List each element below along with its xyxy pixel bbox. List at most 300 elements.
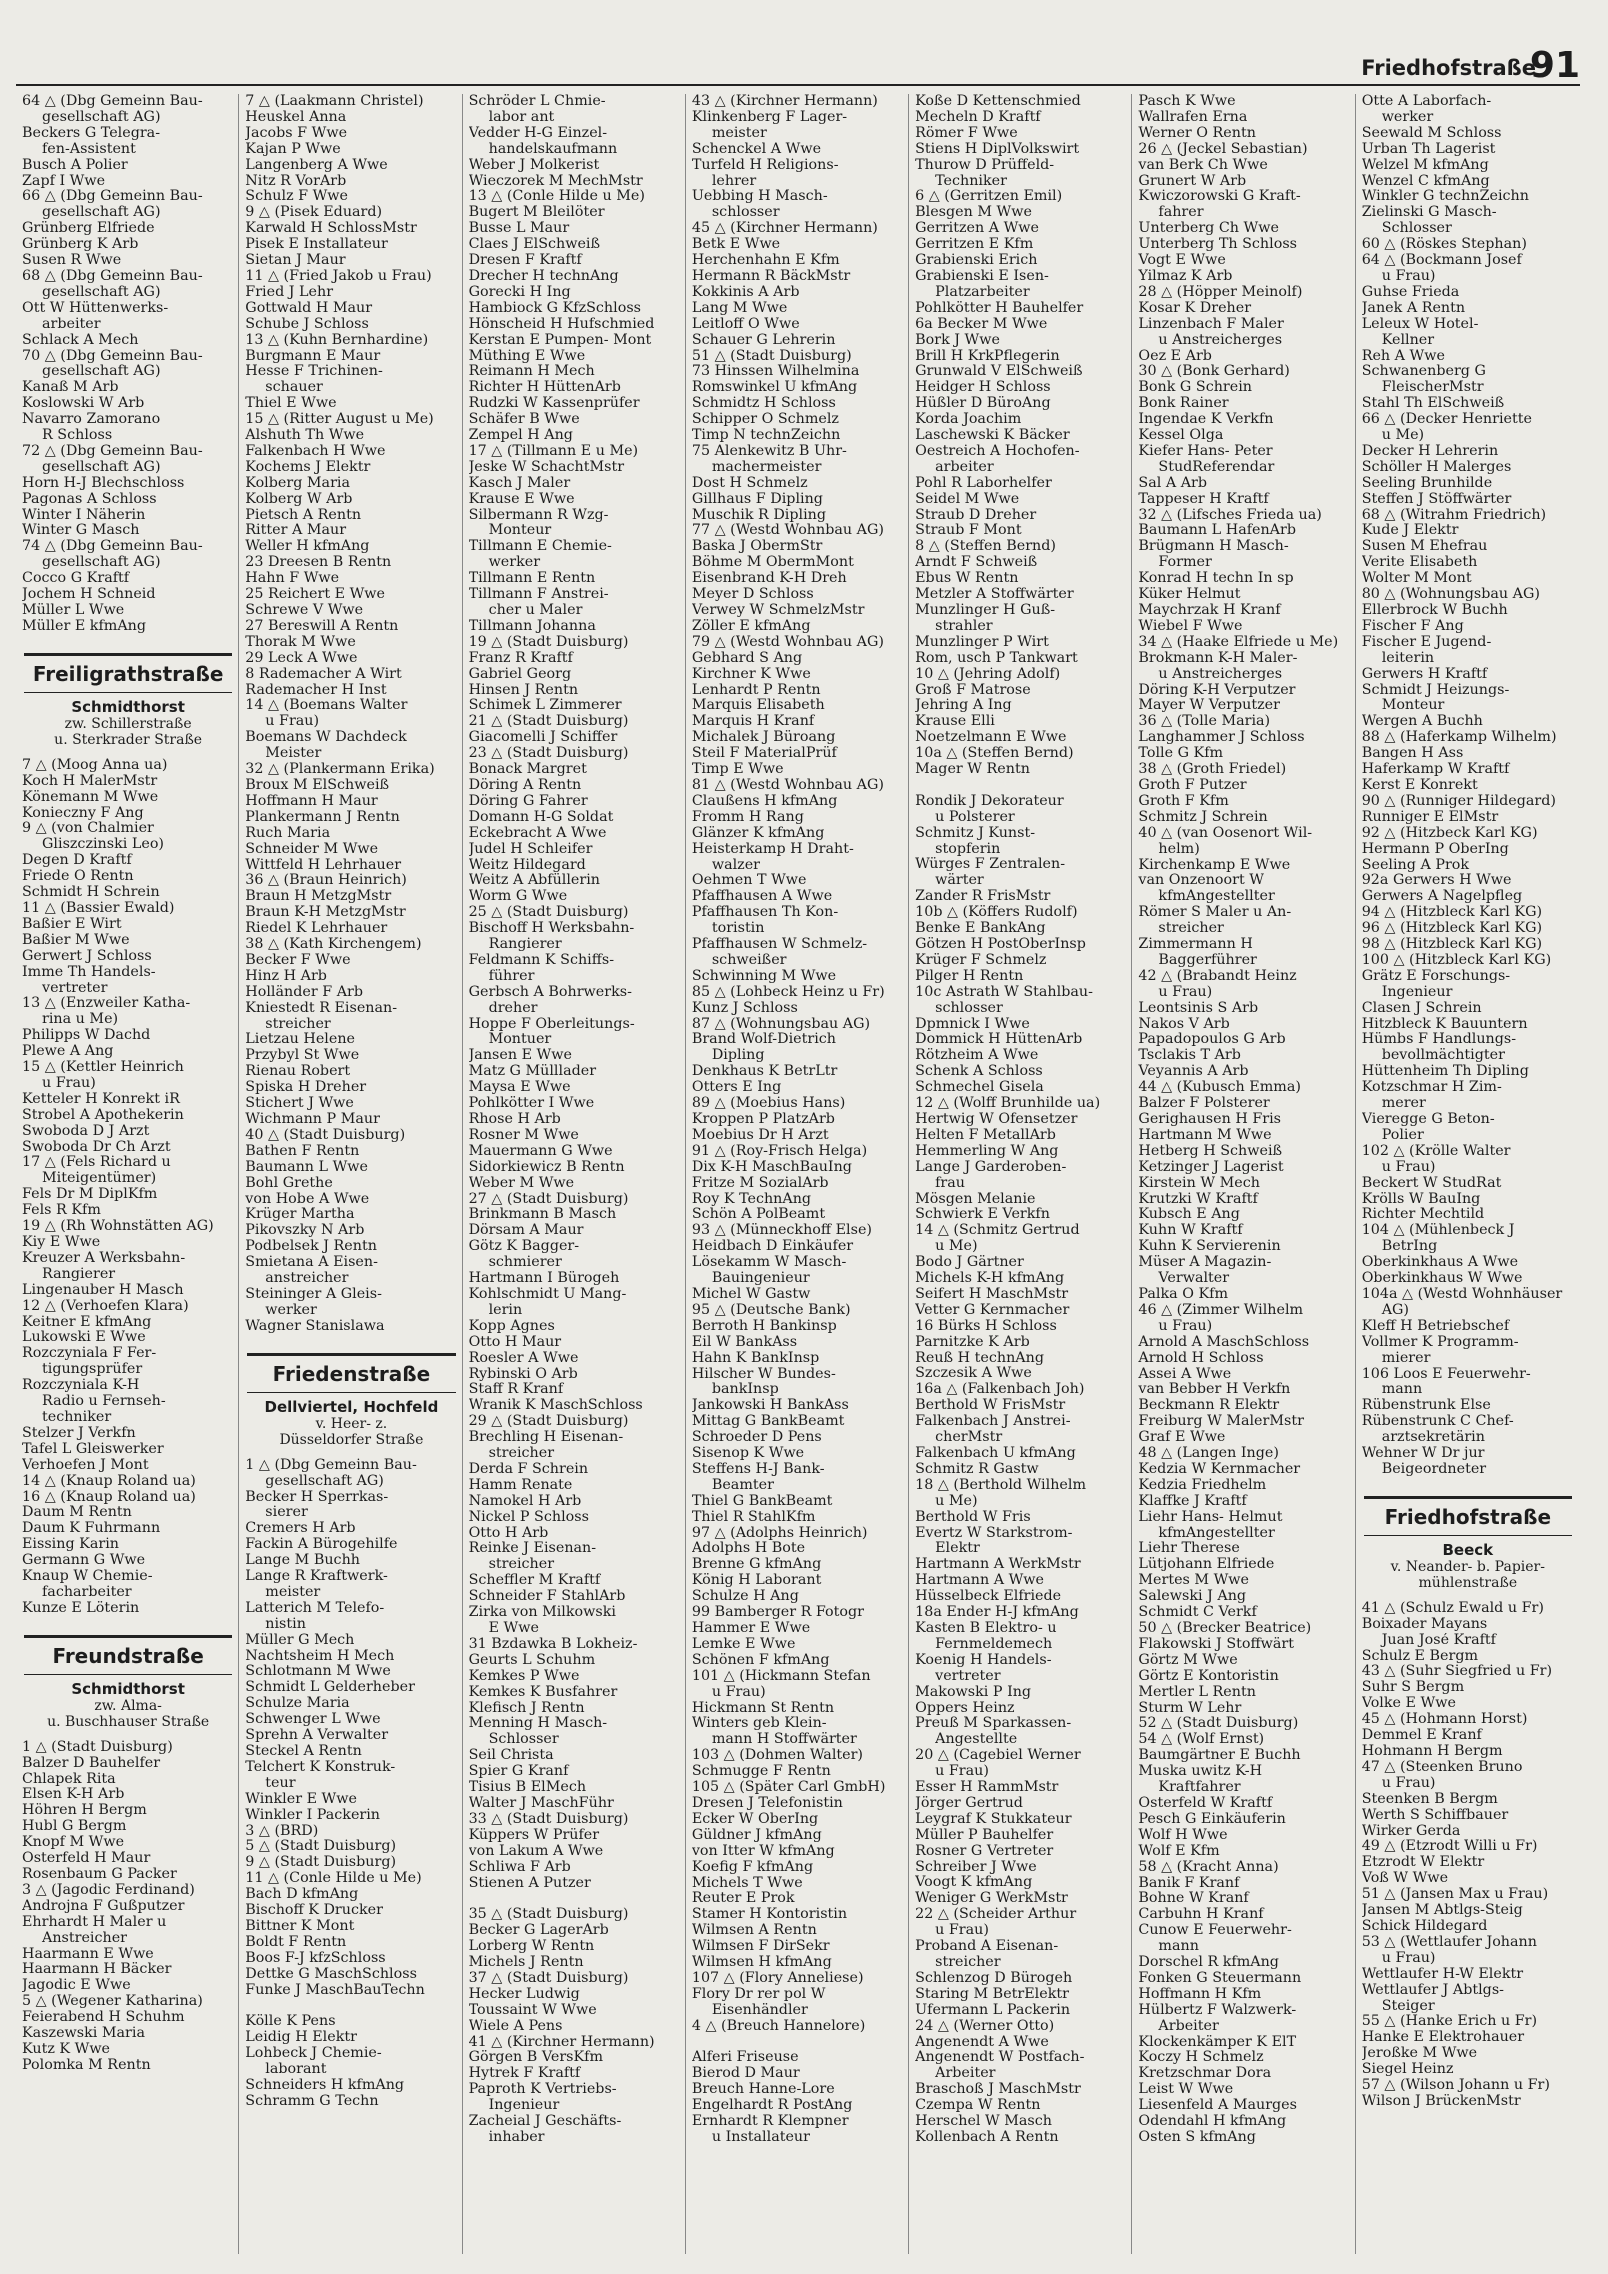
entry-continuation: sierer [265, 1505, 308, 1521]
directory-entry: Bittner K Mont [245, 1918, 355, 1934]
directory-entry: Laschewski K Bäcker [915, 428, 1070, 444]
directory-entry: 54 △ (Wolf Ernst) [1138, 1732, 1265, 1748]
directory-entry: Weber J Molkerist [468, 157, 600, 173]
district-name: Schmidthorst [71, 697, 185, 716]
directory-entry: Szczesik A Wwe [915, 1366, 1032, 1382]
directory-entry: Kemkes K Busfahrer [468, 1684, 618, 1700]
directory-entry: Salewski J Ang [1138, 1589, 1247, 1605]
directory-entry: Boemans W Dachdeck [245, 730, 407, 746]
street-range: u. Buschhauser Straße [47, 1713, 210, 1730]
directory-entry: Holländer F Arb [245, 984, 364, 1000]
entry-continuation: Verwalter [1158, 1271, 1230, 1287]
directory-entry: Urban Th Lagerist [1361, 141, 1496, 157]
directory-entry: Michels J Rentn [468, 1955, 584, 1971]
directory-entry: 14 △ (Schmitz Gertrud [915, 1223, 1080, 1239]
directory-entry: Grunwald V ElSchweiß [915, 364, 1083, 380]
directory-entry: Glänzer K kfmAng [691, 825, 825, 841]
directory-entry: Paproth K Vertriebs- [468, 2082, 617, 2098]
directory-entry: Fischer F Ang [1361, 618, 1464, 634]
directory-entry: Pfaffhausen A Wwe [691, 889, 833, 905]
entry-continuation: bankInsp [711, 1382, 779, 1398]
directory-entry: Navarro Zamorano [22, 412, 161, 428]
directory-entry: Jörger Gertrud [915, 1795, 1023, 1811]
directory-entry: 97 △ (Adolphs Heinrich) [691, 1525, 868, 1541]
entry-continuation: fahrer [1158, 205, 1204, 221]
entry-continuation: R Schloss [42, 428, 113, 444]
directory-entry: Evertz W Starkstrom- [915, 1525, 1073, 1541]
directory-entry: Schramm G Techn [245, 2093, 379, 2109]
directory-entry: Gerritzen E Kfm [915, 237, 1034, 253]
directory-entry: Straub F Mont [915, 523, 1022, 539]
entry-continuation: cher u Maler [488, 603, 583, 618]
directory-entry: Siegel Heinz [1361, 2062, 1454, 2078]
directory-entry: 64 △ (Bockmann Josef [1361, 253, 1522, 269]
entry-continuation: u Me) [1381, 428, 1425, 444]
directory-entry: Gillhaus F Dipling [691, 491, 823, 507]
directory-entry: Rötzheim A Wwe [915, 1048, 1039, 1064]
directory-entry: Daum M Rentn [22, 1505, 132, 1521]
directory-entry: 18a Ender H-J kfmAng [915, 1605, 1079, 1621]
directory-entry: Müller L Wwe [22, 603, 125, 618]
entry-continuation: AG) [1381, 1302, 1410, 1318]
directory-entry: Weitz Hildegard [468, 857, 586, 873]
directory-entry: von Hobe A Wwe [245, 1191, 370, 1207]
directory-entry: Wallrafen Erna [1138, 109, 1248, 125]
directory-entry: Seifert H MaschMstr [915, 1286, 1069, 1302]
directory-entry: Straub D Dreher [915, 507, 1037, 523]
directory-entry: 16 Bürks H Schloss [915, 1318, 1057, 1334]
directory-entry: Winter I Näherin [22, 507, 146, 523]
directory-column [686, 94, 909, 2254]
directory-entry: Otters E Ing [691, 1080, 782, 1096]
directory-entry: Vedder H-G Einzel- [468, 125, 608, 141]
directory-entry: Sidorkiewicz B Rentn [468, 1159, 625, 1175]
directory-entry: 7 △ (Moog Anna ua) [22, 757, 168, 773]
directory-entry: Görgen B VersKfm [468, 2050, 604, 2066]
directory-entry: Brand Wolf-Dietrich [691, 1032, 836, 1048]
directory-entry: 81 △ (Westd Wohnbau AG) [691, 777, 884, 793]
heading-rule [24, 692, 232, 693]
directory-entry: Eissing Karin [22, 1537, 119, 1553]
directory-entry: Stahl Th ElSchweiß [1361, 396, 1505, 412]
entry-continuation: arbeiter [935, 459, 994, 475]
directory-entry: Engelhardt R PostAng [691, 2098, 853, 2114]
directory-entry: Alferi Friseuse [691, 2050, 799, 2066]
entry-continuation: mierer [1381, 1350, 1431, 1366]
directory-entry: Tafel L Gleiswerker [22, 1441, 164, 1457]
directory-entry: Stamer H Kontoristin [691, 1907, 848, 1923]
directory-entry: Palka O Kfm [1138, 1286, 1229, 1302]
directory-entry: Zimmermann H [1138, 937, 1253, 953]
entry-continuation: StudReferendar [1158, 459, 1275, 475]
directory-entry [692, 2035, 904, 2051]
directory-entry: Ecker W OberIng [691, 1811, 819, 1827]
directory-entry: 30 △ (Bonk Gerhard) [1138, 364, 1290, 380]
entry-continuation: Beamter [711, 1477, 774, 1493]
directory-entry: Swoboda D J Arzt [22, 1123, 150, 1139]
directory-entry: 103 △ (Dohmen Walter) [691, 1748, 864, 1764]
directory-entry: Kochems J Elektr [245, 459, 371, 475]
directory-entry: Broux M ElSchweiß [245, 777, 390, 793]
directory-entry: Mösgen Melanie [915, 1191, 1036, 1207]
directory-entry: 96 △ (Hitzbleck Karl KG) [1361, 921, 1543, 937]
entry-continuation: vertreter [935, 1668, 1001, 1684]
directory-entry: Funke J MaschBauTechn [245, 1982, 425, 1998]
directory-entry: Osten S kfmAng [1138, 2130, 1256, 2145]
directory-entry: Zielinski G Masch- [1361, 205, 1497, 221]
directory-entry: Busse L Maur [468, 221, 570, 237]
directory-entry: Janek A Rentn [1361, 300, 1466, 316]
directory-entry: Hickmann St Rentn [691, 1700, 835, 1716]
directory-entry: 43 △ (Suhr Siegfried u Fr) [1361, 1664, 1553, 1680]
directory-entry: Hermann R BäckMstr [691, 268, 851, 284]
directory-entry: Koße D Kettenschmied [915, 94, 1081, 109]
directory-entry: Bierod D Maur [691, 2066, 800, 2082]
directory-entry: Heidger H Schloss [915, 380, 1051, 396]
entry-continuation: meister [265, 1584, 321, 1600]
directory-entry: Wieczorek M MechMstr [468, 173, 643, 189]
directory-entry: Schöller H Malerges [1361, 459, 1512, 475]
entry-continuation: mann H Stoffwärter [711, 1732, 857, 1748]
directory-entry: Groth F Putzer [1138, 777, 1247, 793]
directory-entry: Fritze M SozialArb [691, 1175, 829, 1191]
directory-entry: 14 △ (Knaup Roland ua) [22, 1473, 196, 1489]
directory-entry: Odendahl H kfmAng [1138, 2114, 1287, 2130]
directory-entry: Kude J Elektr [1361, 523, 1459, 539]
entry-continuation: Schlosser [1381, 221, 1452, 237]
directory-entry: Gabriel Georg [468, 666, 572, 682]
directory-entry: 98 △ (Hitzbleck Karl KG) [1361, 937, 1543, 953]
directory-entry: 101 △ (Hickmann Stefan [691, 1668, 871, 1684]
entry-continuation: inhaber [488, 2129, 545, 2145]
directory-entry: 31 Bzdawka B Lokheiz- [468, 1636, 638, 1652]
entry-continuation: u Me) [935, 1239, 978, 1255]
directory-entry: Lukowski E Wwe [22, 1330, 146, 1346]
directory-entry: Berroth H Bankinsp [691, 1318, 837, 1334]
directory-entry: Kuhn W Kraftf [1138, 1223, 1243, 1239]
entry-continuation: machermeister [711, 459, 822, 475]
entry-continuation: schauer [265, 380, 323, 396]
heading-rule [24, 1674, 232, 1675]
directory-entry: Falkenbach U kfmAng [915, 1446, 1076, 1462]
directory-entry: Dörsam A Maur [468, 1223, 584, 1239]
directory-entry: Reuß H technAng [915, 1350, 1044, 1366]
directory-entry: Carbuhn H Kranf [1138, 1907, 1264, 1923]
directory-entry: Krüger F Schmelz [915, 952, 1047, 968]
entry-continuation: Anstreicher [42, 1930, 127, 1946]
directory-entry: 46 △ (Zimmer Wilhelm [1138, 1302, 1304, 1318]
directory-entry: Gottwald H Maur [245, 300, 373, 316]
street-name: Friedenstraße [272, 1361, 431, 1386]
directory-entry: Werth S Schiffbauer [1361, 1807, 1509, 1823]
directory-entry: 37 △ (Stadt Duisburg) [468, 1970, 629, 1986]
directory-entry: Zirka von Milkowski [468, 1605, 616, 1621]
directory-entry: Krüger Martha [245, 1207, 355, 1223]
directory-entry: Dpmnick I Wwe [915, 1016, 1030, 1032]
directory-entry: Wiebel F Wwe [1138, 618, 1243, 634]
directory-entry: Schön A PolBeamt [691, 1207, 826, 1223]
entry-continuation: gesellschaft AG) [42, 284, 161, 300]
directory-entry: Horn H-J Blechschloss [22, 475, 185, 491]
entry-continuation: arbeiter [42, 316, 101, 332]
directory-entry: Winters geb Klein- [691, 1716, 827, 1732]
directory-entry: Hamm Renate [468, 1477, 573, 1493]
directory-entry: Bischoff H Werksbahn- [468, 921, 635, 937]
directory-entry: Schwierk E Verkfn [915, 1207, 1050, 1223]
directory-entry: Swoboda Dr Ch Arzt [22, 1139, 171, 1155]
directory-entry: Fels R Kfm [22, 1203, 101, 1219]
directory-entry: Schmidt L Gelderheber [245, 1680, 415, 1696]
directory-entry: Jacobs F Wwe [245, 125, 348, 141]
entry-continuation: u Me) [935, 1493, 978, 1509]
entry-continuation: Polier [1381, 1127, 1424, 1143]
entry-continuation: Steiger [1381, 1998, 1435, 2014]
directory-entry: Schenk A Schloss [915, 1064, 1043, 1080]
directory-entry: Grabienski E Isen- [915, 268, 1049, 284]
directory-entry: Tillmann E Chemie- [468, 539, 612, 555]
entry-continuation: laborant [265, 2062, 327, 2078]
entry-continuation: leiterin [1381, 650, 1435, 666]
directory-entry: Unterberg Th Schloss [1138, 237, 1297, 253]
directory-entry: Pohlkötter H Bauhelfer [915, 300, 1084, 316]
entry-continuation: Dipling [711, 1048, 765, 1064]
directory-entry: Leitloff O Wwe [691, 316, 800, 332]
directory-entry: Derda F Schrein [468, 1461, 589, 1477]
directory-entry: Grünberg Elfriede [22, 221, 155, 237]
directory-column [909, 94, 1132, 2254]
directory-entry: 23 △ (Stadt Duisburg) [468, 746, 629, 762]
directory-entry: Balzer D Bauhelfer [22, 1755, 161, 1771]
directory-entry: Schmidt C Verkf [1138, 1605, 1257, 1621]
directory-entry: Tillmann E Rentn [468, 571, 596, 587]
directory-entry: Rondik J Dekorateur [915, 793, 1064, 809]
directory-entry: Muska uwitz K-H [1138, 1764, 1263, 1780]
directory-entry: Karwald H SchlossMstr [245, 221, 417, 237]
directory-entry: Brechling H Eisenan- [468, 1430, 624, 1446]
directory-entry: Kosar K Dreher [1138, 300, 1252, 316]
entry-continuation: teur [265, 1775, 296, 1791]
directory-entry: Michels K-H kfmAng [915, 1271, 1065, 1287]
directory-entry: Susen R Wwe [22, 253, 122, 269]
directory-entry: Ernhardt R Klempner [691, 2114, 849, 2130]
directory-entry: Becker H Sperrkas- [245, 1489, 389, 1505]
entry-continuation: Platzarbeiter [935, 284, 1030, 300]
directory-entry: Hanke E Elektrohauer [1361, 2030, 1525, 2046]
directory-entry: Oez E Arb [1138, 348, 1212, 364]
entry-continuation: Ingenieur [488, 2098, 560, 2114]
directory-entry: Sietan J Maur [245, 253, 346, 269]
directory-entry: 8 Rademacher A Wirt [245, 666, 402, 682]
directory-entry: Voogt K kfmAng [915, 1875, 1033, 1891]
directory-entry: Küker Helmut [1138, 587, 1241, 603]
directory-entry: Bohne W Kranf [1138, 1891, 1249, 1907]
directory-entry: Wagner Stanislawa [245, 1318, 385, 1334]
directory-entry: Steil F MaterialPrüf [691, 746, 837, 762]
running-title: Friedhofstraße [1361, 56, 1536, 80]
directory-entry: Alshuth Th Wwe [245, 428, 365, 444]
directory-entry: 3 △ (Jagodic Ferdinand) [22, 1882, 195, 1898]
entry-continuation: Miteigentümer) [42, 1171, 157, 1187]
directory-entry: Suhr S Bergm [1361, 1680, 1465, 1696]
directory-entry: 79 △ (Westd Wohnbau AG) [691, 634, 884, 650]
directory-entry: 68 △ (Witrahm Friedrich) [1361, 507, 1547, 523]
directory-entry: Steffen J Stöffwärter [1361, 491, 1512, 507]
directory-entry: 36 △ (Braun Heinrich) [245, 873, 407, 889]
directory-entry: Assei A Wwe [1138, 1366, 1232, 1382]
directory-entry: Seeling Brunhilde [1361, 475, 1493, 491]
directory-entry: Schreiber J Wwe [915, 1859, 1037, 1875]
directory-entry: 66 △ (Decker Henriette [1361, 412, 1532, 428]
directory-entry: Kubsch E Ang [1138, 1207, 1240, 1223]
directory-entry: Bohl Grethe [245, 1175, 333, 1191]
directory-entry: Philipps W Dachd [22, 1028, 151, 1044]
directory-entry: Zander R FrisMstr [915, 889, 1051, 905]
directory-entry: Döring G Fahrer [468, 793, 588, 809]
directory-entry: Brenne G kfmAng [691, 1557, 822, 1573]
entry-continuation: vertreter [42, 980, 108, 996]
directory-entry: Klaffke J Kraftf [1138, 1493, 1247, 1509]
directory-entry: Lemke E Wwe [691, 1636, 796, 1652]
directory-entry: Stiens H DiplVolkswirt [915, 141, 1080, 157]
directory-entry: Kajan P Wwe [245, 141, 341, 157]
directory-entry: 32 △ (Plankermann Erika) [245, 762, 435, 778]
directory-entry: Richter H HüttenArb [468, 380, 621, 396]
entry-continuation: Bauingenieur [711, 1271, 810, 1287]
directory-entry: 48 △ (Langen Inge) [1138, 1446, 1279, 1462]
directory-entry: Lingenauber H Masch [22, 1282, 184, 1298]
directory-entry: Ketzinger J Lagerist [1138, 1159, 1284, 1175]
entry-continuation: Juan José Kraftf [1381, 1632, 1496, 1648]
entry-continuation: u Frau) [711, 1684, 766, 1700]
directory-entry: Becker F Wwe [245, 952, 351, 968]
entry-continuation: handelskaufmann [488, 141, 618, 157]
directory-entry: Görtz E Kontoristin [1138, 1668, 1279, 1684]
directory-entry: Flory Dr rer pol W [691, 1986, 826, 2002]
directory-entry: Heuskel Anna [245, 109, 347, 125]
entry-continuation: Radio u Fernseh- [42, 1394, 166, 1410]
directory-entry: Hilscher W Bundes- [691, 1366, 836, 1382]
directory-entry: Rienau Robert [245, 1064, 351, 1080]
entry-continuation: u Frau) [1381, 1775, 1436, 1791]
directory-entry: 9 △ (Pisek Eduard) [245, 205, 383, 221]
directory-entry: Freiburg W MalerMstr [1138, 1414, 1304, 1430]
directory-entry: Pagonas A Schloss [22, 491, 157, 507]
directory-entry: 90 △ (Runniger Hildegard) [1361, 793, 1556, 809]
directory-entry: Eil W BankAss [691, 1334, 798, 1350]
directory-entry: 104 △ (Mühlenbeck J [1361, 1223, 1515, 1239]
directory-entry: Herschel W Masch [915, 2114, 1052, 2130]
directory-entry: Podbelsek J Rentn [245, 1239, 377, 1255]
directory-entry: Kroppen P PlatzArb [691, 1112, 835, 1127]
directory-entry: Burgmann E Maur [245, 348, 381, 364]
directory-entry: Dettke G MaschSchloss [245, 1966, 417, 1982]
directory-entry: Steckel A Rentn [245, 1744, 362, 1759]
directory-entry: Silbermann R Wzg- [468, 507, 609, 523]
directory-entry: Müser A Magazin- [1138, 1255, 1272, 1271]
directory-entry: Schlenzog D Bürogeh [915, 1970, 1073, 1986]
directory-entry: Kleff H Betriebschef [1361, 1318, 1510, 1334]
directory-entry: Staring M BetrElektr [915, 1986, 1069, 2002]
directory-entry: Dommick H HüttenArb [915, 1032, 1083, 1048]
directory-entry: Hoppe F Oberleitungs- [468, 1016, 635, 1032]
directory-entry: Schmitz R Gastw [915, 1461, 1039, 1477]
directory-entry: Pfaffhausen Th Kon- [691, 905, 839, 921]
directory-entry: Welzel M kfmAng [1361, 157, 1489, 173]
directory-entry: Marquis H Kranf [691, 714, 815, 730]
directory-entry: Linzenbach F Maler [1138, 316, 1284, 332]
directory-entry: Werner O Rentn [1138, 125, 1256, 141]
directory-entry: Reuter E Prok [691, 1891, 795, 1907]
directory-entry: Schimek L Zimmerer [468, 698, 622, 714]
directory-entry: Pisek E Installateur [245, 237, 388, 253]
directory-entry: Hülbertz F Walzwerk- [1138, 2002, 1297, 2018]
directory-entry: Mauermann G Wwe [468, 1143, 613, 1159]
directory-entry: Gerwers H Kraftf [1361, 666, 1488, 682]
directory-entry: Baumann L HafenArb [1138, 523, 1296, 539]
directory-entry: Kutz K Wwe [22, 2041, 111, 2057]
entry-continuation: anstreicher [265, 1271, 349, 1287]
page-number: 91 [1529, 45, 1580, 86]
directory-entry: Weller H kfmAng [245, 539, 370, 555]
street-heading [24, 1635, 232, 1730]
directory-entry: Degen D Kraftf [22, 853, 132, 869]
directory-entry: Müller P Bauhelfer [915, 1827, 1054, 1843]
directory-entry: Wilmsen A Rentn [691, 1923, 817, 1939]
directory-entry: Fackin A Bürogehilfe [245, 1537, 398, 1553]
entry-continuation: stopferin [935, 841, 1001, 857]
directory-entry: Boldt F Rentn [245, 1934, 347, 1950]
entry-continuation: Former [1158, 555, 1212, 571]
directory-entry: Unterberg Ch Wwe [1138, 221, 1279, 237]
directory-entry: Wichmann P Maur [245, 1112, 380, 1127]
directory-entry: Otto H Arb [468, 1525, 549, 1541]
directory-entry: Ott W Hüttenwerks- [22, 300, 169, 316]
directory-entry: Koch H MalerMstr [22, 773, 158, 789]
directory-entry: 16a △ (Falkenbach Joh) [915, 1382, 1085, 1398]
directory-entry: Hetberg H Schweiß [1138, 1143, 1283, 1159]
directory-entry: Wergen A Buchh [1361, 714, 1483, 730]
entry-continuation: u Frau) [1381, 1950, 1436, 1966]
directory-entry: Decker H Lehrerin [1361, 443, 1499, 459]
directory-entry: Hümbs F Handlungs- [1361, 1032, 1517, 1048]
directory-entry: Hubl G Bergm [22, 1819, 127, 1835]
directory-entry: Kerst E Konrekt [1361, 777, 1478, 793]
directory-entry: Tillmann Johanna [468, 618, 596, 634]
directory-entry: Döring K-H Verputzer [1138, 682, 1296, 698]
directory-entry: Bischoff K Drucker [245, 1903, 383, 1919]
directory-entry: Pfaffhausen W Schmelz- [691, 937, 868, 953]
directory-entry: Kedzia Friedhelm [1138, 1477, 1267, 1493]
street-name: Friedhofstraße [1384, 1504, 1552, 1529]
directory-columns [16, 94, 1578, 2254]
directory-entry: Reh A Wwe [1361, 348, 1445, 364]
directory-entry: Dorschel R kfmAng [1138, 1955, 1279, 1971]
directory-entry: 1 △ (Stadt Duisburg) [22, 1739, 173, 1755]
entry-continuation: mann [1381, 1382, 1423, 1398]
directory-entry: Pesch G Einkäuferin [1138, 1811, 1286, 1827]
directory-entry: Bangen H Ass [1361, 746, 1464, 762]
directory-entry: 16 △ (Knaup Roland ua) [22, 1489, 196, 1505]
entry-continuation: Monteur [488, 523, 552, 539]
directory-entry: Otto H Maur [468, 1334, 562, 1350]
directory-entry: Bonack Margret [468, 762, 587, 778]
directory-entry: Breuch Hanne-Lore [691, 2082, 835, 2098]
directory-entry: Kuhn K Servierenin [1138, 1239, 1281, 1255]
directory-entry: 91 △ (Roy-Frisch Helga) [691, 1143, 868, 1159]
directory-entry: 64 △ (Dbg Gemeinn Bau- [22, 94, 203, 109]
directory-entry: Schmidt H Schrein [22, 885, 160, 901]
directory-entry: Daum K Fuhrmann [22, 1521, 161, 1537]
